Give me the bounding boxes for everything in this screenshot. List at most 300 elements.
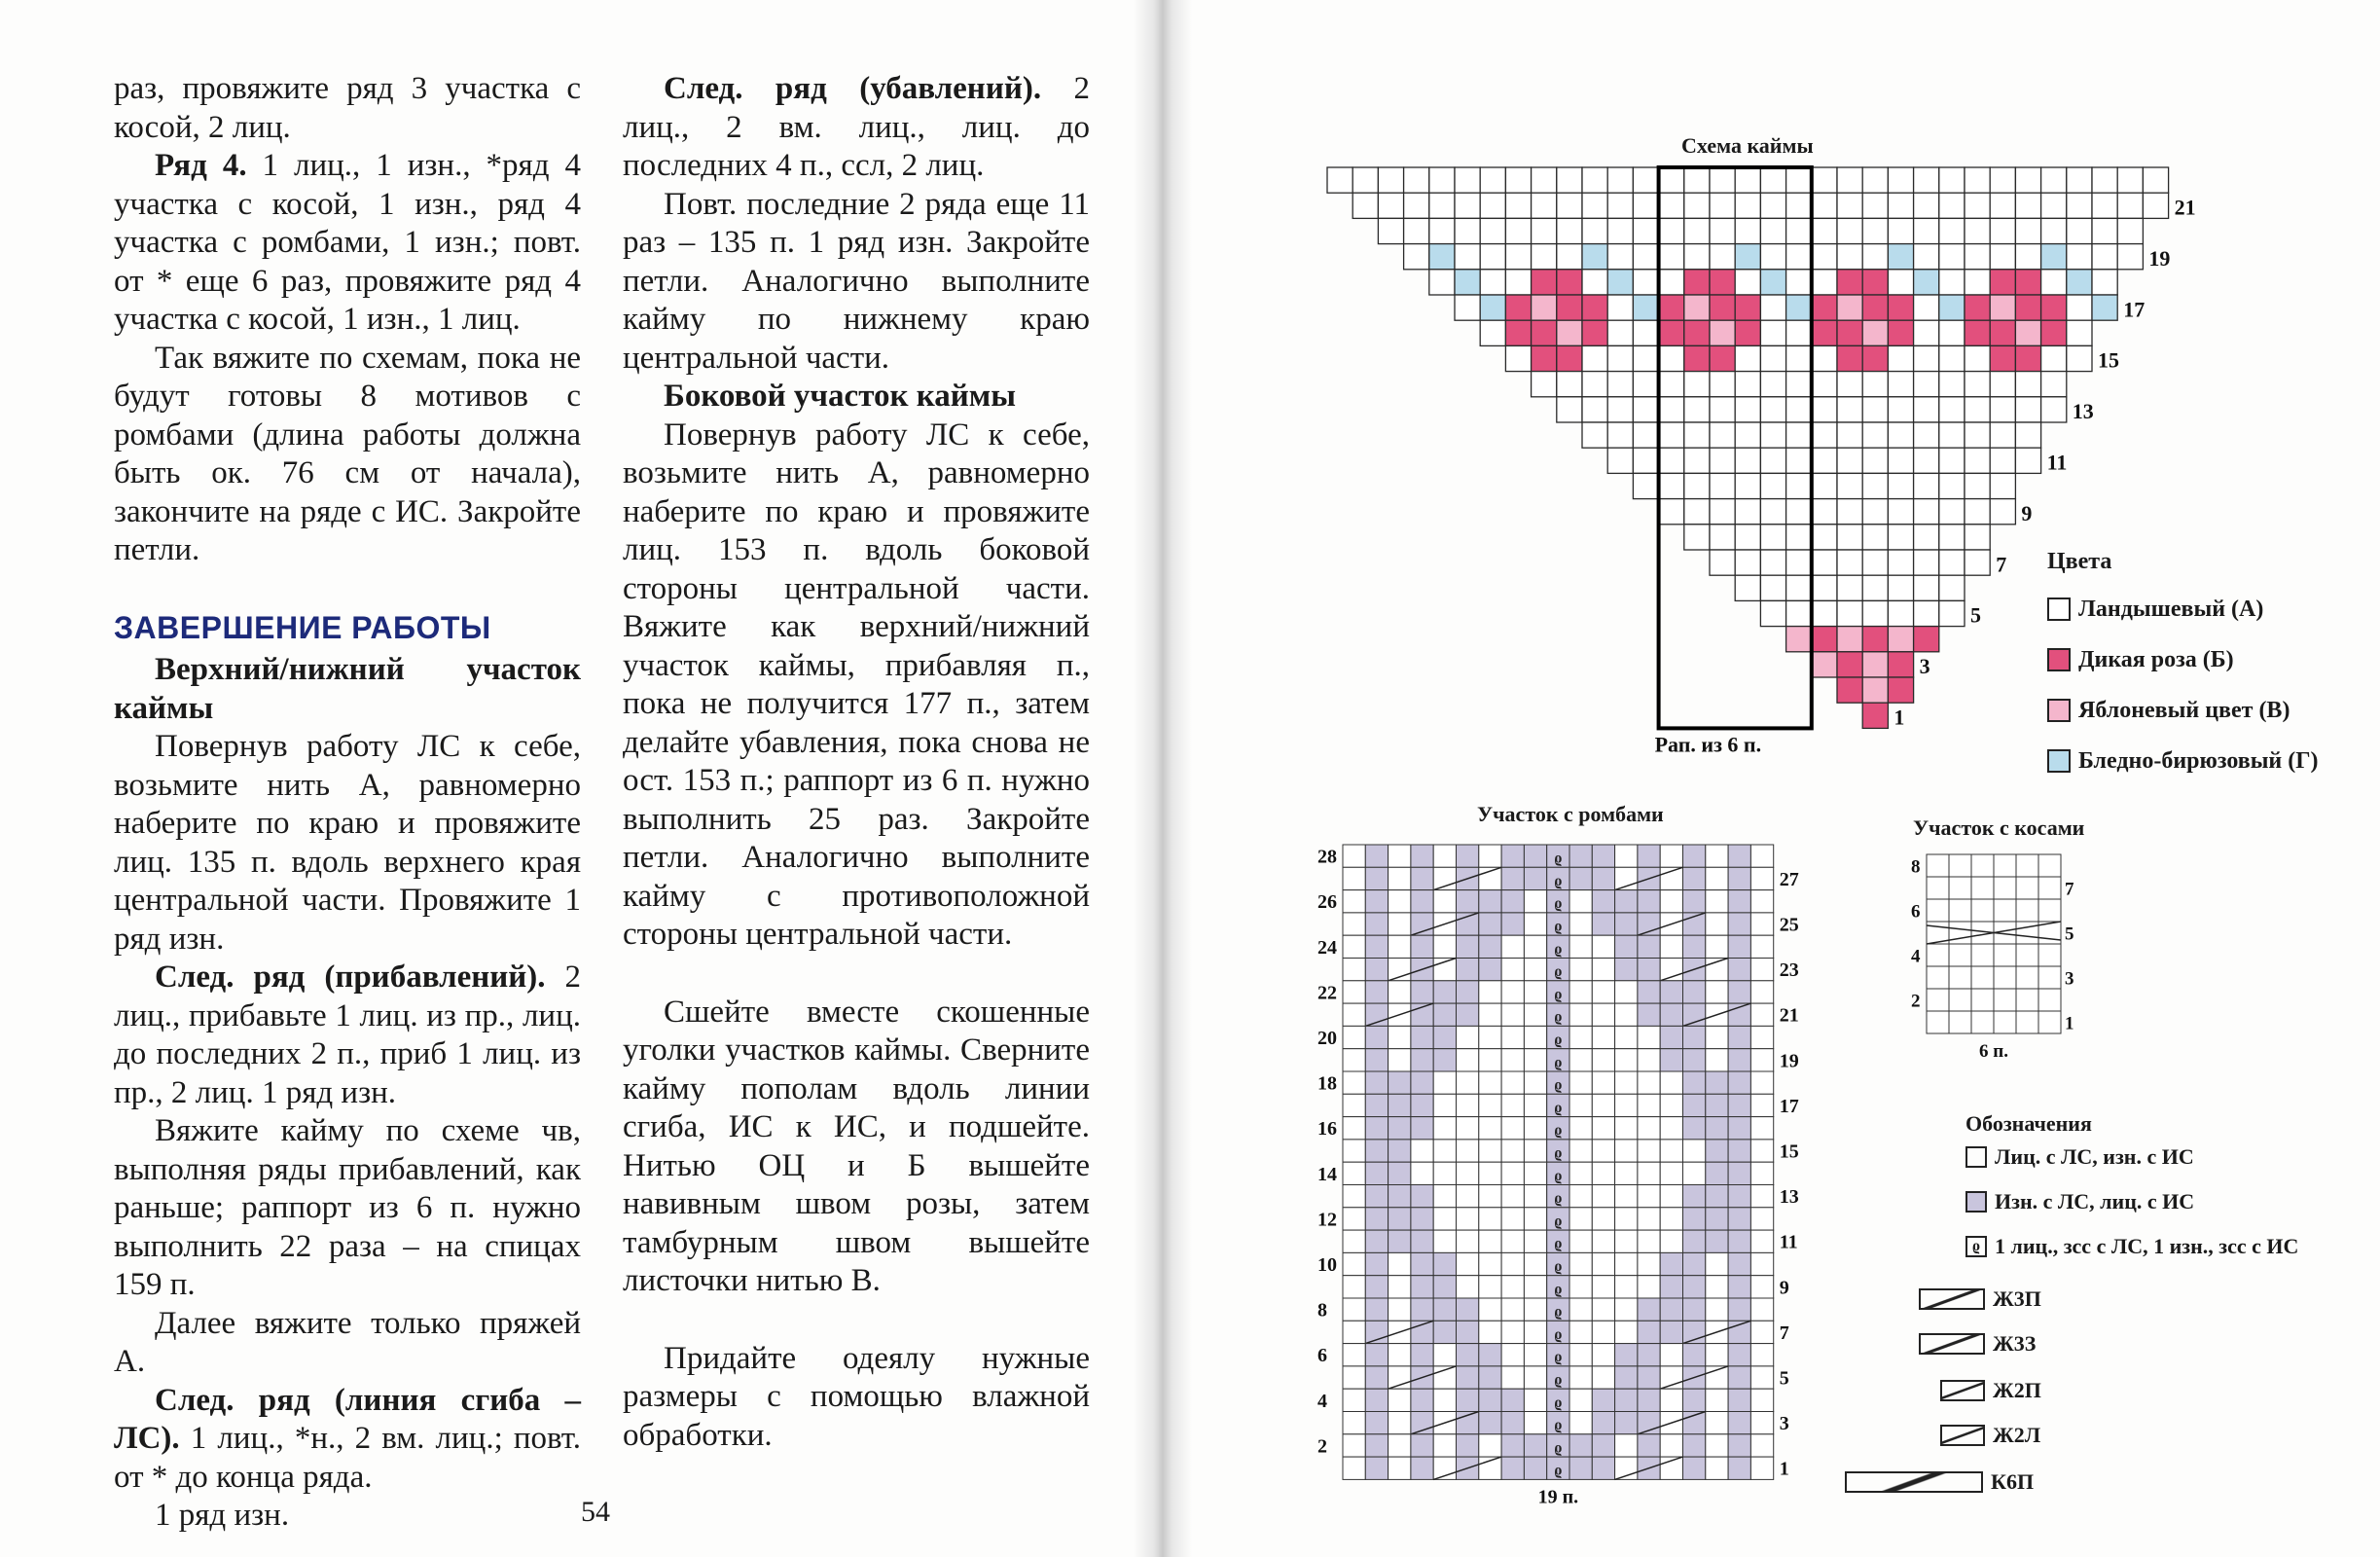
- chart-cell: [1633, 422, 1658, 448]
- twisted-stitch-icon: ϱ: [1554, 1303, 1563, 1321]
- chart-cell: [1457, 1389, 1479, 1411]
- chart-cell: [1710, 499, 1735, 525]
- symbol-legend-item: [1965, 1189, 2194, 1214]
- chart-cell: [1949, 899, 1971, 922]
- chart-cell: [1914, 627, 1939, 652]
- chart-cell: [1990, 422, 2015, 448]
- chart-cell: [1582, 167, 1607, 193]
- chart-cell: [1760, 270, 1785, 295]
- twisted-stitch-icon: ϱ: [1554, 940, 1563, 958]
- chart-cell: [1569, 1344, 1592, 1366]
- chart-cell: [1501, 1252, 1524, 1275]
- chart-cell: [1343, 981, 1365, 1003]
- chart-cell: [1455, 270, 1480, 295]
- chart-cell: [1378, 193, 1403, 218]
- chart-cell: [1457, 1230, 1479, 1252]
- chart-cell: [1914, 320, 1939, 345]
- chart-cell: [1735, 397, 1760, 422]
- symbol-legend-label: 1 лиц., зсс с ЛС, 1 изн., зсс с ИС: [1995, 1234, 2299, 1258]
- chart-cell: [1914, 499, 1939, 525]
- chart-cell: [1862, 270, 1888, 295]
- chart-cell: [1365, 890, 1388, 913]
- chart-cell: [1479, 1208, 1501, 1230]
- chart-cell: [1615, 1389, 1638, 1411]
- chart-cell: [1971, 899, 1994, 922]
- chart-cell: [1479, 1344, 1501, 1366]
- chart-cell: [1524, 1434, 1546, 1457]
- chart-cell: [2117, 244, 2143, 270]
- chart-cell: [1683, 1208, 1706, 1230]
- chart-cell: [1735, 499, 1760, 525]
- chart-cell: [1592, 1003, 1614, 1026]
- chart-cell: [1411, 1162, 1433, 1184]
- chart-cell: [1812, 525, 1837, 550]
- chart-cell: [1638, 890, 1660, 913]
- chart-cell: [1862, 345, 1888, 371]
- chart-cell: [1760, 575, 1785, 600]
- chart-cell: [1710, 193, 1735, 218]
- chart-cell: [2092, 193, 2117, 218]
- color-swatch-icon: [2047, 749, 2071, 773]
- width-label: 6 п.: [1979, 1041, 2008, 1062]
- page-number: 54: [581, 1496, 610, 1528]
- chart-cell: [1728, 1071, 1750, 1094]
- twisted-stitch-icon: ϱ: [1554, 1167, 1563, 1184]
- chart-cell: [1524, 1185, 1546, 1208]
- chart-cell: [1862, 525, 1888, 550]
- chart-cell: [1607, 372, 1633, 397]
- chart-cell: [1569, 935, 1592, 958]
- chart-cell: [1433, 1185, 1456, 1208]
- chart-cell: [1505, 167, 1531, 193]
- chart-cell: [1735, 320, 1760, 345]
- chart-cell: [1592, 1049, 1614, 1071]
- chart-cell: [1433, 1321, 1456, 1343]
- chart-cell: [1429, 244, 1455, 270]
- chart-cell: [1457, 845, 1479, 867]
- chart-cell: [1927, 1011, 1949, 1033]
- chart-cell: [1411, 1230, 1433, 1252]
- chart-cell: [1569, 1049, 1592, 1071]
- chart-cell: [1994, 877, 2016, 899]
- chart-cell: [1633, 295, 1658, 320]
- chart-cell: [1994, 854, 2016, 877]
- chart-cell: [1615, 1298, 1638, 1321]
- cross-2-left-icon: [1940, 1425, 1985, 1446]
- chart-cell: [1971, 989, 1994, 1011]
- chart-cell: [1990, 193, 2015, 218]
- chart-cell: [1786, 345, 1812, 371]
- row-label: 11: [2046, 450, 2068, 475]
- chart-cell: [1557, 244, 1582, 270]
- chart-cell: [1501, 845, 1524, 867]
- chart-cell: [1343, 1276, 1365, 1298]
- chart-cell: [1524, 1208, 1546, 1230]
- chart-cell: [2041, 295, 2067, 320]
- twisted-stitch-icon: ϱ: [1554, 1122, 1563, 1140]
- chart-cell: [1965, 525, 1990, 550]
- chart-cell: [1888, 499, 1913, 525]
- chart-cell: [1812, 372, 1837, 397]
- chart-cell: [1343, 1252, 1365, 1275]
- chart-cell: [1659, 244, 1684, 270]
- chart-cell: [1659, 448, 1684, 473]
- row-label: 19: [1779, 1050, 1799, 1072]
- chart-cell: [1365, 1140, 1388, 1162]
- chart-cell: [1683, 1344, 1706, 1366]
- chart-cell: [1480, 270, 1505, 295]
- chart-cell: [1592, 1276, 1614, 1298]
- chart-cell: [1939, 167, 1965, 193]
- chart-cell: [1615, 1117, 1638, 1140]
- chart-cell: [1479, 845, 1501, 867]
- chart-cell: [1683, 1434, 1706, 1457]
- chart-cell: [1388, 913, 1411, 935]
- chart-cell: [1914, 575, 1939, 600]
- chart-cell: [1327, 167, 1352, 193]
- chart-cell: [1750, 935, 1773, 958]
- twisted-stitch-icon: ϱ: [1554, 1325, 1563, 1343]
- chart-cell: [1837, 320, 1862, 345]
- chart-cell: [1615, 1003, 1638, 1026]
- chart-cell: [1557, 372, 1582, 397]
- chart-cell: [1501, 935, 1524, 958]
- chart-cell: [1990, 473, 2015, 498]
- chart-cell: [1750, 1162, 1773, 1184]
- chart-cell: [1939, 244, 1965, 270]
- chart-cell: [1706, 1276, 1728, 1298]
- chart-cell: [1592, 1208, 1614, 1230]
- chart-cell: [1659, 270, 1684, 295]
- chart-cell: [1728, 1252, 1750, 1275]
- chart-cell: [1343, 1208, 1365, 1230]
- chart-cell: [1888, 270, 1913, 295]
- chart-cell: [1812, 167, 1837, 193]
- chart-cell: [1965, 397, 1990, 422]
- paragraph: [114, 651, 581, 728]
- chart-cell: [1728, 1185, 1750, 1208]
- chart-cell: [1684, 499, 1710, 525]
- chart-cell: [1971, 1011, 1994, 1033]
- chart-cell: [1728, 959, 1750, 981]
- chart-cell: [2015, 270, 2040, 295]
- chart-cell: [1433, 1434, 1456, 1457]
- chart-cell: [1760, 218, 1785, 243]
- chart-cell: [1457, 1003, 1479, 1026]
- chart-cell: [1388, 1185, 1411, 1208]
- chart-cell: [1557, 320, 1582, 345]
- chart-cell: [1862, 627, 1888, 652]
- chart-cell: [1837, 627, 1862, 652]
- chart-cell: [1411, 981, 1433, 1003]
- chart-cell: [1615, 981, 1638, 1003]
- chart-cell: [1479, 1389, 1501, 1411]
- chart-cell: [2015, 397, 2040, 422]
- chart-cell: [1638, 1071, 1660, 1094]
- chart-cell: [1939, 295, 1965, 320]
- chart-cell: [1592, 1457, 1614, 1479]
- chart-cell: [2016, 877, 2038, 899]
- chart-cell: [1388, 867, 1411, 889]
- row-label: 2: [1911, 991, 1921, 1012]
- chart-cell: [1735, 218, 1760, 243]
- chart-cell: [1505, 218, 1531, 243]
- chart-cell: [1638, 1094, 1660, 1116]
- chart-cell: [2067, 167, 2092, 193]
- chart-cell: [1633, 372, 1658, 397]
- chart-cell: [1710, 372, 1735, 397]
- chart-cell: [1684, 320, 1710, 345]
- row-label: 20: [1317, 1028, 1337, 1050]
- paragraph: [114, 147, 581, 340]
- chart-cell: [1343, 1140, 1365, 1162]
- chart-cell: [1638, 981, 1660, 1003]
- chart-cell: [1735, 244, 1760, 270]
- chart-cell: [1343, 1094, 1365, 1116]
- chart-cell: [1411, 1140, 1433, 1162]
- chart-cell: [1388, 1434, 1411, 1457]
- twisted-stitch-icon: ϱ: [1554, 1371, 1563, 1389]
- chart-cell: [1633, 473, 1658, 498]
- chart-cell: [1569, 1434, 1592, 1457]
- chart-cell: [1684, 397, 1710, 422]
- chart-cell: [1735, 525, 1760, 550]
- chart-cell: [1914, 397, 1939, 422]
- chart-cell: [1750, 1389, 1773, 1411]
- chart-cell: [1592, 890, 1614, 913]
- chart-cell: [1994, 989, 2016, 1011]
- chart-cell: [1455, 244, 1480, 270]
- chart-cell: [1728, 1344, 1750, 1366]
- chart-cell: [1914, 193, 1939, 218]
- chart-cell: [1994, 899, 2016, 922]
- row-label: 5: [1970, 602, 1981, 628]
- chart-cell: [1706, 913, 1728, 935]
- chart-cell: [1365, 913, 1388, 935]
- chart-cell: [1786, 372, 1812, 397]
- chart-cell: [1728, 1162, 1750, 1184]
- color-legend-label: Ландышевый (А): [2078, 597, 2264, 622]
- symbol-legend-label: Ж3П: [1993, 1286, 2041, 1311]
- chart-cell: [1786, 320, 1812, 345]
- chart-cell: [1365, 1117, 1388, 1140]
- chart-cell: [1607, 295, 1633, 320]
- chart-cell: [1683, 1298, 1706, 1321]
- chart-cell: [2038, 854, 2061, 877]
- chart-cell: [2143, 167, 2168, 193]
- chart-cell: [1965, 550, 1990, 575]
- chart-cell: [1638, 1162, 1660, 1184]
- chart-cell: [1365, 1049, 1388, 1071]
- chart-cell: [1706, 1071, 1728, 1094]
- chart-cell: [1990, 218, 2015, 243]
- chart-cell: [1750, 867, 1773, 889]
- section-title: ЗАВЕРШЕНИЕ РАБОТЫ: [114, 609, 491, 645]
- chart-cell: [1411, 1389, 1433, 1411]
- chart-cell: [1388, 1140, 1411, 1162]
- symbol-legend-label: Ж2П: [1993, 1378, 2041, 1402]
- chart-cell: [1569, 1208, 1592, 1230]
- chart-cell: [1683, 981, 1706, 1003]
- chart-cell: [1479, 1094, 1501, 1116]
- chart-cell: [1501, 1026, 1524, 1048]
- chart-cell: [1388, 1389, 1411, 1411]
- chart-cell: [1433, 890, 1456, 913]
- chart-cell: [1457, 1298, 1479, 1321]
- chart-cell: [1592, 1412, 1614, 1434]
- chart-cell: [1592, 959, 1614, 981]
- chart-cell: [1994, 944, 2016, 966]
- row-label: 12: [1317, 1209, 1337, 1231]
- chart-cell: [1524, 1252, 1546, 1275]
- chart-cell: [1569, 1276, 1592, 1298]
- chart-cell: [1433, 1026, 1456, 1048]
- chart-cell: [2041, 218, 2067, 243]
- chart-cell: [1582, 320, 1607, 345]
- chart-cell: [1429, 270, 1455, 295]
- chart-cell: [1990, 244, 2015, 270]
- chart-cell: [1429, 167, 1455, 193]
- color-legend-item: [2047, 634, 2319, 685]
- chart-cell: [1388, 1026, 1411, 1048]
- chart-cell: [2038, 877, 2061, 899]
- chart-cell: [1592, 1162, 1614, 1184]
- chart-cell: [1939, 193, 1965, 218]
- chart-cell: [1735, 422, 1760, 448]
- color-legend-item: [2047, 736, 2319, 786]
- paragraph: Далее вяжите только пряжей А.: [114, 1305, 581, 1379]
- chart-cell: [1990, 448, 2015, 473]
- chart-cell: [1457, 1344, 1479, 1366]
- chart-cell: [1501, 1230, 1524, 1252]
- chart-cell: [1615, 1071, 1638, 1094]
- chart-cell: [2015, 244, 2040, 270]
- chart-cell: [1812, 295, 1837, 320]
- chart-cell: [1683, 1230, 1706, 1252]
- chart-cell: [1569, 1389, 1592, 1411]
- row-label: 8: [1911, 856, 1921, 878]
- row-label: 25: [1779, 914, 1799, 936]
- chart-cell: [1638, 959, 1660, 981]
- chart-cell: [2092, 218, 2117, 243]
- chart-cell: [1888, 218, 1913, 243]
- chart-cell: [1411, 1049, 1433, 1071]
- chart-cell: [1888, 677, 1913, 703]
- chart-cell: [1914, 167, 1939, 193]
- paragraph: 1 ряд изн.: [155, 1498, 290, 1533]
- chart-cell: [2038, 1011, 2061, 1033]
- chart-cell: [1532, 244, 1557, 270]
- chart-cell: [1990, 270, 2015, 295]
- twisted-stitch-icon: ϱ: [1554, 1032, 1563, 1049]
- chart-cell: [1388, 1252, 1411, 1275]
- chart-cell: [1592, 1321, 1614, 1343]
- chart-cell: [1433, 845, 1456, 867]
- chart-cell: [1638, 1117, 1660, 1140]
- chart-cell: [1343, 1026, 1365, 1048]
- cross-3-left-icon: [1919, 1333, 1985, 1355]
- chart-cell: [1638, 1298, 1660, 1321]
- chart-cell: [1569, 1094, 1592, 1116]
- chart-cell: [1760, 320, 1785, 345]
- paragraph: Придайте одеялу нужные размеры с помощью влажной обработки.: [623, 1340, 1090, 1453]
- chart-cell: [1660, 981, 1682, 1003]
- chart-cell: [1479, 1252, 1501, 1275]
- chart-cell: [1388, 1344, 1411, 1366]
- chart-cell: [1479, 890, 1501, 913]
- chart-cell: [1388, 1117, 1411, 1140]
- chart-cell: [1615, 1185, 1638, 1208]
- chart-cell: [2016, 966, 2038, 989]
- chart-cell: [1479, 981, 1501, 1003]
- chart-cell: [1457, 981, 1479, 1003]
- chart-cell: [1532, 193, 1557, 218]
- chart-cell: [1557, 345, 1582, 371]
- chart-cell: [2015, 218, 2040, 243]
- paragraph-heading: След. ряд (линия сгиба – ЛС).: [114, 1382, 581, 1456]
- chart-cell: [1812, 244, 1837, 270]
- row-label: 17: [1779, 1095, 1799, 1117]
- chart-cell: [1433, 1094, 1456, 1116]
- chart-cell: [1971, 944, 1994, 966]
- chart-cell: [1615, 1094, 1638, 1116]
- chart-cell: [1607, 422, 1633, 448]
- chart-cell: [1706, 867, 1728, 889]
- paragraph-text: 1 лиц., 1 изн., *ряд 4 участка с косой, 1 изн., ряд 4 участка с ромбами, 1 изн.; повт. от * еще 6 раз, провяжите ряд 4 участка с косой, 1 изн., 1 лиц.: [114, 148, 581, 337]
- row-label: 3: [2065, 968, 2074, 990]
- twisted-stitch-icon: ϱ: [1554, 1076, 1563, 1094]
- chart-cell: [1750, 1457, 1773, 1479]
- chart-cell: [1479, 959, 1501, 981]
- chart-cell: [1862, 372, 1888, 397]
- chart-cell: [2015, 167, 2040, 193]
- chart-cell: [2092, 244, 2117, 270]
- chart-cell: [1786, 422, 1812, 448]
- chart-cell: [1660, 1162, 1682, 1184]
- chart-cell: [1433, 1140, 1456, 1162]
- twisted-stitch-icon: ϱ: [1554, 918, 1563, 935]
- chart-cell: [1365, 935, 1388, 958]
- chart-cell: [1971, 854, 1994, 877]
- chart-cell: [1582, 270, 1607, 295]
- chart-cell: [1914, 295, 1939, 320]
- chart-cell: [1949, 877, 1971, 899]
- chart-cell: [1343, 1230, 1365, 1252]
- chart-cell: [1365, 1208, 1388, 1230]
- chart-cell: [1949, 922, 1971, 944]
- chart-cell: [1569, 1185, 1592, 1208]
- chart-cell: [1615, 1434, 1638, 1457]
- chart-cell: [1365, 1457, 1388, 1479]
- chart-cell: [1457, 1434, 1479, 1457]
- chart-cell: [1837, 345, 1862, 371]
- chart-cell: [1411, 1457, 1433, 1479]
- chart-cell: [1479, 1071, 1501, 1094]
- chart-cell: [1429, 218, 1455, 243]
- row-label: 6: [1317, 1345, 1327, 1367]
- chart-cell: [1638, 845, 1660, 867]
- chart-cell: [1455, 295, 1480, 320]
- chart-cell: [1683, 1117, 1706, 1140]
- twisted-stitch-icon: ϱ: [1554, 1054, 1563, 1071]
- chart-cell: [1660, 1321, 1682, 1343]
- twisted-stitch-icon: ϱ: [1554, 895, 1563, 913]
- chart-cell: [1388, 935, 1411, 958]
- chart-cell: [1343, 1162, 1365, 1184]
- chart-cell: [1365, 867, 1388, 889]
- chart-cell: [1557, 270, 1582, 295]
- chart-cell: [1592, 935, 1614, 958]
